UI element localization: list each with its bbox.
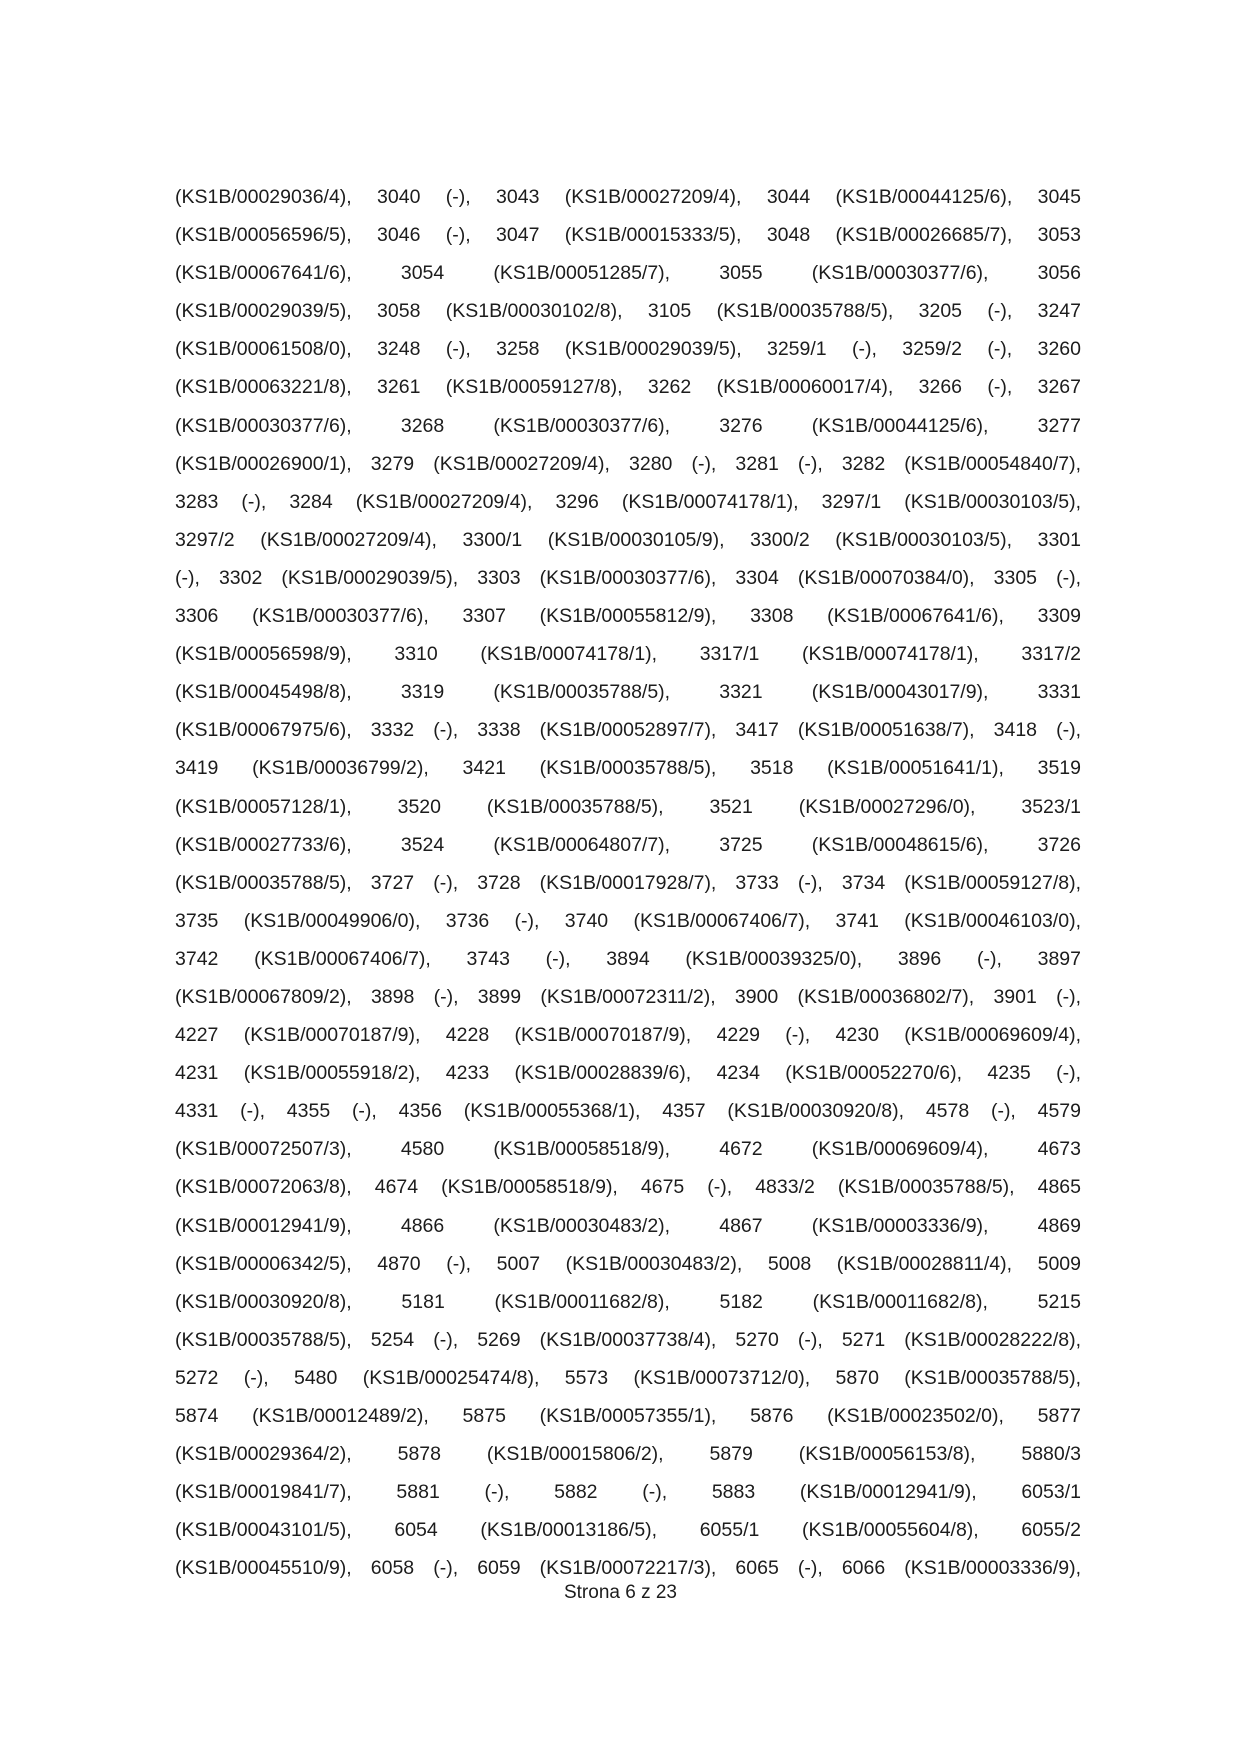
parcel-list-text xyxy=(175,178,1081,1587)
text-line: (KS1B/00006342/5), 4870 (-), 5007 (KS1B/00030483/2), 5008 (KS1B/00028811/4), 5009 xyxy=(175,1252,1081,1275)
text-line: (KS1B/00027733/6), 3524 (KS1B/00064807/7), 3725 (KS1B/00048615/6), 3726 xyxy=(175,833,1081,856)
text-line: (KS1B/00026900/1), 3279 (KS1B/00027209/4), 3280 (-), 3281 (-), 3282 (KS1B/00054840/7), xyxy=(175,452,1081,475)
text-line: 4331 (-), 4355 (-), 4356 (KS1B/00055368/1), 4357 (KS1B/00030920/8), 4578 (-), 4579 xyxy=(175,1100,1081,1123)
text-line: (KS1B/00061508/0), 3248 (-), 3258 (KS1B/00029039/5), 3259/1 (-), 3259/2 (-), 3260 xyxy=(175,338,1081,361)
text-line: (KS1B/00029036/4), 3040 (-), 3043 (KS1B/00027209/4), 3044 (KS1B/00044125/6), 3045 xyxy=(175,186,1081,208)
page-number-footer: Strona 6 z 23 xyxy=(563,1582,678,1603)
text-line: (KS1B/00072063/8), 4674 (KS1B/00058518/9), 4675 (-), 4833/2 (KS1B/00035788/5), 4865 xyxy=(175,1176,1081,1199)
text-line: (KS1B/00067975/6), 3332 (-), 3338 (KS1B/00052897/7), 3417 (KS1B/00051638/7), 3418 (-), xyxy=(175,719,1081,742)
text-line: 4231 (KS1B/00055918/2), 4233 (KS1B/00028839/6), 4234 (KS1B/00052270/6), 4235 (-), xyxy=(175,1062,1081,1085)
text-line: (KS1B/00056598/9), 3310 (KS1B/00074178/1), 3317/1 (KS1B/00074178/1), 3317/2 xyxy=(175,643,1081,666)
text-line: 3297/2 (KS1B/00027209/4), 3300/1 (KS1B/00030105/9), 3300/2 (KS1B/00030103/5), 3301 xyxy=(175,528,1081,551)
text-line: (KS1B/00045498/8), 3319 (KS1B/00035788/5), 3321 (KS1B/00043017/9), 3331 xyxy=(175,681,1081,704)
text-line: (KS1B/00067641/6), 3054 (KS1B/00051285/7), 3055 (KS1B/00030377/6), 3056 xyxy=(175,262,1081,285)
text-line: (KS1B/00029364/2), 5878 (KS1B/00015806/2), 5879 (KS1B/00056153/8), 5880/3 xyxy=(175,1443,1081,1466)
text-line: 3419 (KS1B/00036799/2), 3421 (KS1B/00035788/5), 3518 (KS1B/00051641/1), 3519 xyxy=(175,757,1081,780)
text-line: (KS1B/00056596/5), 3046 (-), 3047 (KS1B/00015333/5), 3048 (KS1B/00026685/7), 3053 xyxy=(175,224,1081,247)
text-line: (KS1B/00045510/9), 6058 (-), 6059 (KS1B/00072217/3), 6065 (-), 6066 (KS1B/00003336/9), xyxy=(175,1557,1081,1580)
text-line: 3735 (KS1B/00049906/0), 3736 (-), 3740 (KS1B/00067406/7), 3741 (KS1B/00046103/0), xyxy=(175,909,1081,932)
text-line: (KS1B/00057128/1), 3520 (KS1B/00035788/5), 3521 (KS1B/00027296/0), 3523/1 xyxy=(175,795,1081,818)
text-line: 5874 (KS1B/00012489/2), 5875 (KS1B/00057355/1), 5876 (KS1B/00023502/0), 5877 xyxy=(175,1405,1081,1427)
text-line: (-), 3302 (KS1B/00029039/5), 3303 (KS1B/00030377/6), 3304 (KS1B/00070384/0), 3305 (-), xyxy=(175,566,1081,589)
text-line: (KS1B/00072507/3), 4580 (KS1B/00058518/9), 4672 (KS1B/00069609/4), 4673 xyxy=(175,1138,1081,1161)
text-line: (KS1B/00030377/6), 3268 (KS1B/00030377/6), 3276 (KS1B/00044125/6), 3277 xyxy=(175,414,1081,437)
text-line: (KS1B/00043101/5), 6054 (KS1B/00013186/5), 6055/1 (KS1B/00055604/8), 6055/2 xyxy=(175,1519,1081,1542)
text-line: 3306 (KS1B/00030377/6), 3307 (KS1B/00055812/9), 3308 (KS1B/00067641/6), 3309 xyxy=(175,605,1081,628)
text-line: (KS1B/00029039/5), 3058 (KS1B/00030102/8), 3105 (KS1B/00035788/5), 3205 (-), 3247 xyxy=(175,300,1081,323)
text-line: (KS1B/00030920/8), 5181 (KS1B/00011682/8), 5182 (KS1B/00011682/8), 5215 xyxy=(175,1290,1081,1313)
text-line: 3742 (KS1B/00067406/7), 3743 (-), 3894 (KS1B/00039325/0), 3896 (-), 3897 xyxy=(175,947,1081,970)
text-line: 4227 (KS1B/00070187/9), 4228 (KS1B/00070187/9), 4229 (-), 4230 (KS1B/00069609/4), xyxy=(175,1024,1081,1047)
text-line: 3283 (-), 3284 (KS1B/00027209/4), 3296 (KS1B/00074178/1), 3297/1 (KS1B/00030103/5), xyxy=(175,490,1081,513)
text-line: 5272 (-), 5480 (KS1B/00025474/8), 5573 (KS1B/00073712/0), 5870 (KS1B/00035788/5), xyxy=(175,1366,1081,1389)
text-line: (KS1B/00019841/7), 5881 (-), 5882 (-), 5883 (KS1B/00012941/9), 6053/1 xyxy=(175,1481,1081,1504)
text-line: (KS1B/00035788/5), 5254 (-), 5269 (KS1B/00037738/4), 5270 (-), 5271 (KS1B/00028222/8), xyxy=(175,1328,1081,1351)
text-line: (KS1B/00012941/9), 4866 (KS1B/00030483/2), 4867 (KS1B/00003336/9), 4869 xyxy=(175,1214,1081,1237)
text-line: (KS1B/00067809/2), 3898 (-), 3899 (KS1B/00072311/2), 3900 (KS1B/00036802/7), 3901 (-), xyxy=(175,985,1081,1008)
text-line: (KS1B/00063221/8), 3261 (KS1B/00059127/8), 3262 (KS1B/00060017/4), 3266 (-), 3267 xyxy=(175,376,1081,399)
text-line: (KS1B/00035788/5), 3727 (-), 3728 (KS1B/00017928/7), 3733 (-), 3734 (KS1B/00059127/8), xyxy=(175,871,1081,894)
